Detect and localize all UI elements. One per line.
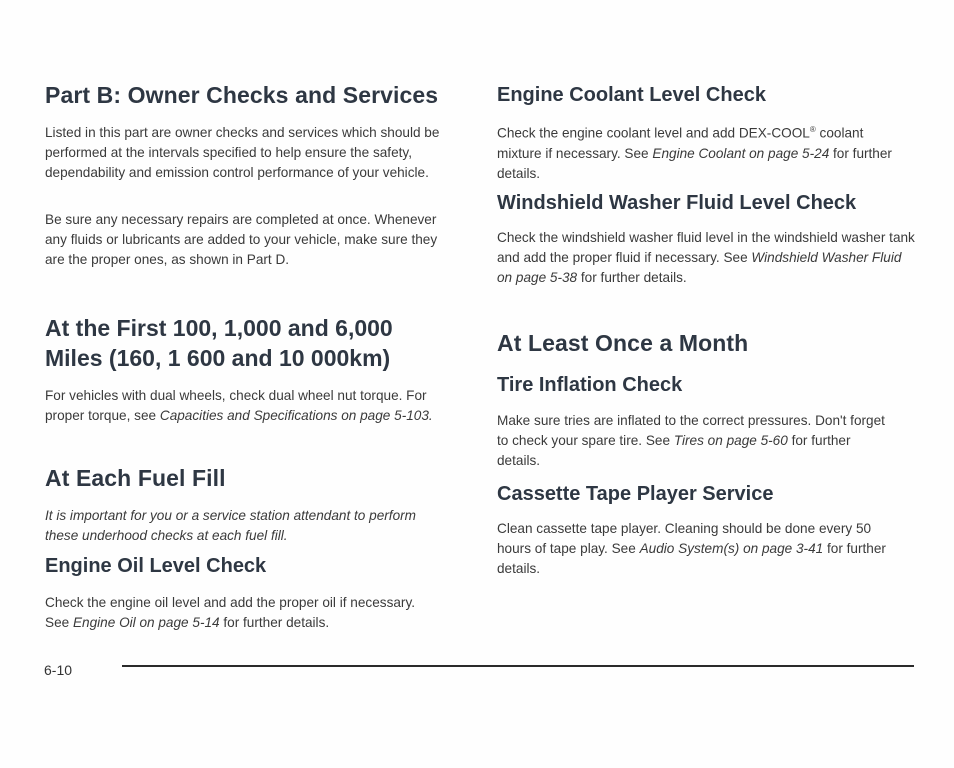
- engine-oil-heading: Engine Oil Level Check: [45, 555, 267, 577]
- footer-rule: [122, 665, 914, 667]
- cassette-tail: for further details.: [497, 541, 886, 576]
- monthly-heading: At Least Once a Month: [497, 330, 749, 356]
- tire-reference: Tires on page 5-60: [673, 433, 788, 448]
- tire-text: [497, 411, 892, 471]
- washer-text: [497, 228, 917, 288]
- washer-tail: for further details.: [577, 270, 687, 285]
- first-miles-text: [45, 386, 445, 426]
- engine-oil-tail: for further details.: [219, 615, 330, 630]
- cassette-heading: Cassette Tape Player Service: [497, 483, 774, 505]
- tire-heading: Tire Inflation Check: [497, 374, 683, 396]
- fuel-fill-heading: At Each Fuel Fill: [45, 465, 226, 491]
- page-number: 6-10: [44, 662, 73, 678]
- fuel-fill-note: It is important for you or a service station attendant to perform these underhood checks at each fuel fill.: [45, 508, 416, 543]
- coolant-body: Check the engine coolant level and add DEX-COOL: [497, 125, 810, 141]
- coolant-body-2: coolant mixture if necessary. See: [497, 125, 864, 161]
- engine-oil-reference: Engine Oil on page 5-14: [72, 615, 220, 630]
- washer-heading: Windshield Washer Fluid Level Check: [497, 192, 857, 214]
- first-miles-reference: Capacities and Specifications on page 5-103.: [159, 408, 433, 423]
- first-miles-body: For vehicles with dual wheels, check dual wheel nut torque. For proper torque, see: [45, 388, 427, 423]
- washer-body: Check the windshield washer fluid level in the windshield washer tank and add the proper fluid if necessary. See: [497, 230, 915, 265]
- coolant-tail: for further details.: [497, 145, 892, 181]
- first-miles-heading: At the First 100, 1,000 and 6,000 Miles (160, 1 600 and 10 000km): [45, 315, 393, 371]
- coolant-text: [497, 120, 907, 184]
- tire-body: Make sure tries are inflated to the correct pressures. Don't forget to check your spare tire. See: [497, 413, 885, 448]
- cassette-text: [497, 519, 897, 579]
- registered-mark: ®: [809, 125, 816, 134]
- coolant-reference: Engine Coolant on page 5-24: [652, 145, 830, 161]
- cassette-body: Clean cassette tape player. Cleaning should be done every 50 hours of tape play. See: [497, 521, 872, 556]
- part-b-heading: Part B: Owner Checks and Services: [45, 82, 439, 108]
- tire-tail: for further details.: [497, 433, 851, 468]
- part-b-repairs-note: Be sure any necessary repairs are completed at once. Whenever any fluids or lubricants are added to your vehicle, make sure they are the proper ones, as shown in Part D.: [45, 212, 438, 267]
- engine-oil-body: Check the engine oil level and add the proper oil if necessary. See: [45, 595, 416, 630]
- washer-reference: Windshield Washer Fluid on page 5-38: [497, 250, 902, 285]
- engine-oil-text: [45, 593, 435, 633]
- part-b-intro: Listed in this part are owner checks and services which should be performed at the intervals specified to help ensure the safety, dependability and emission control performance of your vehicle.: [45, 125, 440, 180]
- cassette-reference: Audio System(s) on page 3-41: [639, 541, 824, 556]
- coolant-heading: Engine Coolant Level Check: [497, 84, 766, 106]
